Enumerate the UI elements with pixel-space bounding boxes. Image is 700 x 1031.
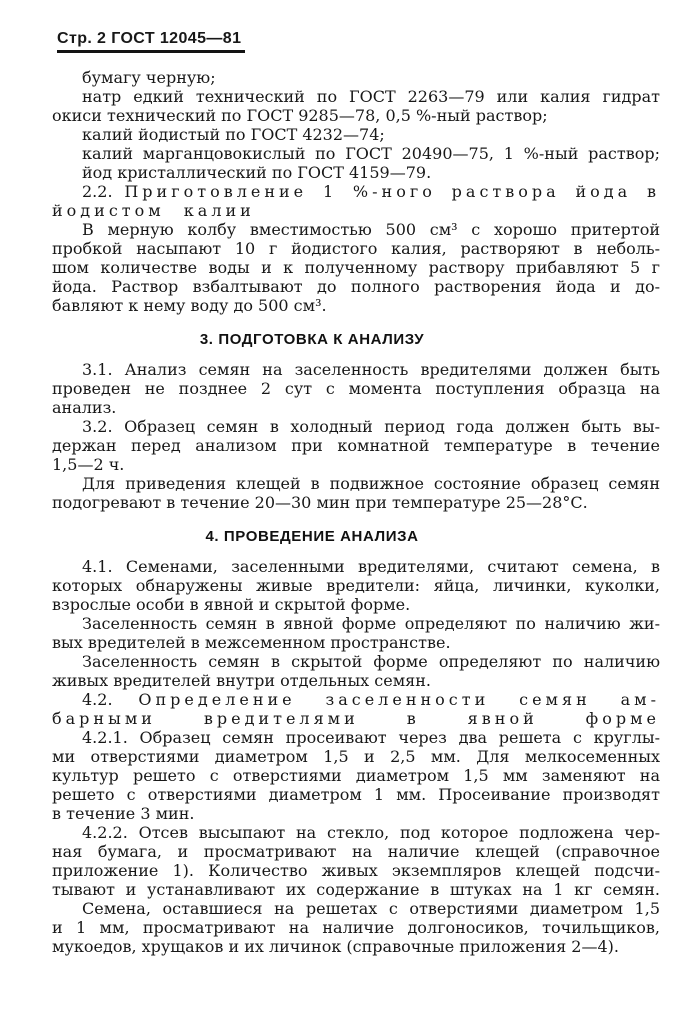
text-line: бавляют к нему воду до 500 см³. (52, 296, 327, 315)
text-line: 3.2. Образец семян в холодный период года должен быть вы- (82, 417, 660, 436)
text-line: В мерную колбу вместимостью 500 см³ с хорошо притертой (82, 220, 660, 239)
text-line: калий йодистый по ГОСТ 4232—74; (82, 125, 385, 144)
text-run: 2.2. (82, 182, 125, 201)
text-line: 1,5—2 ч. (52, 455, 125, 474)
text-line: культур решето с отверстиями диаметром 1,5 мм заменяют на (52, 766, 660, 785)
page-header: Стр. 2 ГОСТ 12045—81 (57, 30, 245, 53)
text-line: шом количестве воды и к полученному раствору прибавляют 5 г (52, 258, 660, 277)
text-line: Для приведения клещей в подвижное состояние образец семян (82, 474, 660, 493)
document-body (52, 68, 660, 956)
text-line: 3.1. Анализ семян на заселенность вредителями должен быть (82, 360, 660, 379)
text-line: проведен не позднее 2 сут с момента поступления образца на (52, 379, 660, 398)
text-line (52, 182, 660, 201)
text-line: натр едкий технический по ГОСТ 2263—79 или калия гидрат (82, 87, 660, 106)
text-line: Заселенность семян в скрытой форме определяют по наличию (82, 652, 660, 671)
text-line: Семена, оставшиеся на решетах с отверстиями диаметром 1,5 (82, 899, 660, 918)
text-line: живых вредителей внутри отдельных семян. (52, 671, 432, 690)
text-line: ная бумага, и просматривают на наличие клещей (справочное (52, 842, 660, 861)
text-line (52, 690, 660, 709)
text-line: 4.1. Семенами, заселенными вредителями, считают семена, в (82, 557, 660, 576)
text-line: анализ. (52, 398, 117, 417)
text-line: йод кристаллический по ГОСТ 4159—79. (82, 163, 432, 182)
text-line: 4.2.1. Образец семян просеивают через два решета с круглы- (82, 728, 660, 747)
text-line: 4.2.2. Отсев высыпают на стекло, под которое подложена чер- (82, 823, 660, 842)
text-line: мукоедов, хрущаков и их личинок (справочные приложения 2—4). (52, 937, 619, 956)
text-line: которых обнаружены живые вредители: яйца, личинки, куколки, (52, 576, 660, 595)
text-line: приложение 1). Количество живых экземпляров клещей подсчи- (52, 861, 660, 880)
text-run: 4.2. (82, 690, 139, 709)
text-line: йода. Раствор взбалтывают до полного растворения йода и до- (52, 277, 660, 296)
text-line: держан перед анализом при комнатной температуре в течение (52, 436, 660, 455)
spaced-text-run: Определение заселенности семян ам- (138, 690, 660, 709)
text-line: йодистом калии (52, 201, 255, 220)
text-line: калий марганцовокислый по ГОСТ 20490—75, 1 %-ный раствор; (82, 144, 660, 163)
text-line: Заселенность семян в явной форме определяют по наличию жи- (82, 614, 660, 633)
text-line: окиси технический по ГОСТ 9285—78, 0,5 %-ный раствор; (52, 106, 548, 125)
text-line: подогревают в течение 20—30 мин при температуре 25—28°С. (52, 493, 588, 512)
text-line: и 1 мм, просматривают на наличие долгоносиков, точильщиков, (52, 918, 660, 937)
text-line: в течение 3 мин. (52, 804, 195, 823)
text-line: решето с отверстиями диаметром 1 мм. Просеивание производят (52, 785, 660, 804)
text-line: барными вредителями в явной форме (52, 709, 660, 728)
text-line: вых вредителей в межсеменном пространстве. (52, 633, 451, 652)
text-line: тывают и устанавливают их содержание в штуках на 1 кг семян. (52, 880, 660, 899)
text-line: взрослые особи в явной и скрытой форме. (52, 595, 411, 614)
section-heading: 4. ПРОВЕДЕНИЕ АНАЛИЗА (205, 528, 419, 545)
section-heading: 3. ПОДГОТОВКА К АНАЛИЗУ (199, 331, 425, 348)
text-line: пробкой насыпают 10 г йодистого калия, растворяют в неболь- (52, 239, 660, 258)
spaced-text-run: Приготовление 1 %-ного раствора йода в (124, 182, 660, 201)
text-line: бумагу черную; (82, 68, 216, 87)
text-line: ми отверстиями диаметром 1,5 и 2,5 мм. Для мелкосеменных (52, 747, 660, 766)
